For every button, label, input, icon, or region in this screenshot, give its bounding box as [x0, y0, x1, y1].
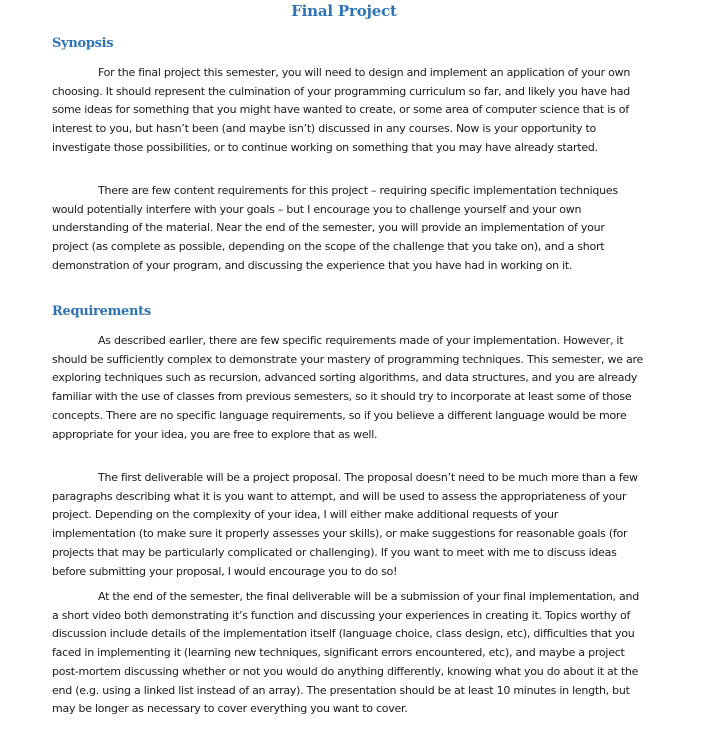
requirements-paragraph-2: The first deliverable will be a project proposal. The proposal doesn’t need to be much more than a few paragraphs describing what it is you want to attempt, and will be used to assess the appropriateness of your project. Depending on the complexity of your idea, I will either make additional requests of your implementation (to make sure it properly assesses your skills), or make suggestions for reasonable goals (for projects that may be particularly complicated or challenging). If you want to meet with me to discuss ideas before submitting your proposal, I would encourage you to do so!	[52, 471, 638, 578]
requirements-paragraph-1: As described earlier, there are few specific requirements made of your implementation. However, it should be sufficiently complex to demonstrate your mastery of programming techniques. This semester, we are exploring techniques such as recursion, advanced sorting algorithms, and data structures, and you are already familiar with the use of classes from previous semesters, so it should try to incorporate at least some of those concepts. There are no specific language requirements, so if you believe a different language would be more appropriate for your idea, you are free to explore that as well.	[52, 334, 644, 441]
requirements-paragraph-3: At the end of the semester, the final deliverable will be a submission of your final implementation, and a short video both demonstrating it’s function and discussing your experiences in creating it. Topics worthy of discussion include details of the implementation itself (language choice, class design, etc), difficulties that you faced in implementing it (learning new techniques, significant errors encountered, etc), and maybe a project post-mortem discussing whether or not you would do anything differently, knowing what you do about it at the end (e.g. using a linked list instead of an array). The presentation should be at least 10 minutes in length, but may be longer as necessary to cover everything you want to cover.	[52, 590, 639, 716]
document-title: Final Project	[291, 2, 397, 20]
section-heading-requirements: Requirements	[52, 304, 151, 319]
synopsis-paragraph-2: There are few content requirements for this project – requiring specific implementation techniques would potentially interfere with your goals – but I encourage you to challenge yourself and your own understanding of the material. Near the end of the semester, you will provide an implementation of your project (as complete as possible, depending on the scope of the challenge that you take on), and a short demonstration of your program, and discussing the experience that you have had in working on it.	[52, 184, 618, 272]
synopsis-paragraph-1: For the final project this semester, you will need to design and implement an application of your own choosing. It should represent the culmination of your programming curriculum so far, and likely you have had some ideas for something that you might have wanted to create, or some area of computer science that is of interest to you, but hasn’t been (and maybe isn’t) discussed in any courses. Now is your opportunity to investigate those possibilities, or to continue working on something that you may have already started.	[52, 66, 631, 154]
section-heading-synopsis: Synopsis	[52, 36, 114, 51]
